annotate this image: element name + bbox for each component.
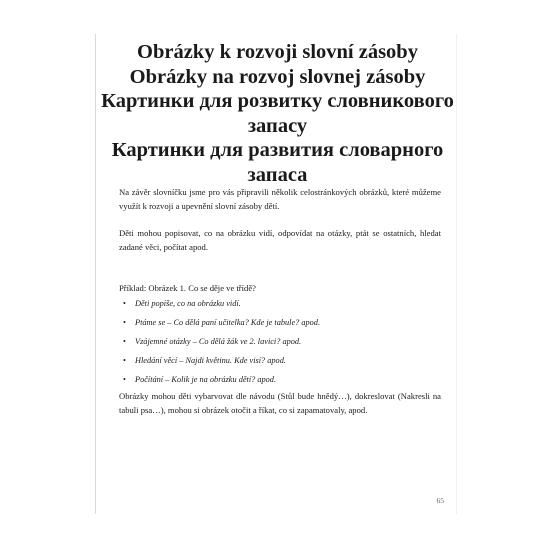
bullet: • bbox=[123, 337, 126, 346]
title-line-russian-1: Картинки для развития словарного bbox=[111, 139, 444, 161]
list-item bbox=[123, 336, 443, 355]
bullet: • bbox=[123, 299, 126, 308]
list-item-text: Děti popíše, co na obrázku vidí. bbox=[135, 299, 241, 308]
list-item bbox=[123, 317, 443, 336]
list-item bbox=[123, 355, 443, 374]
bullet: • bbox=[123, 356, 126, 365]
title-line-czech: Obrázky k rozvoji slovní zásoby bbox=[137, 41, 418, 63]
page-title bbox=[100, 40, 455, 187]
list-item-text: Hledání věcí – Najdi květinu. Kde visí? apod. bbox=[135, 356, 286, 365]
bullet: • bbox=[123, 375, 126, 384]
bullet: • bbox=[123, 318, 126, 327]
list-item-text: Ptáme se – Co dělá paní učitelka? Kde je tabule? apod. bbox=[135, 318, 321, 327]
title-line-slovak: Obrázky na rozvoj slovnej zásoby bbox=[129, 65, 426, 88]
list-item bbox=[123, 298, 443, 317]
describe-paragraph: Děti mohou popisovat, co na obrázku vidí, odpovídat na otázky, ptát se ostatních, hledat zadané věci, počítat apod. bbox=[119, 228, 441, 252]
title-line-russian-2: запаса bbox=[247, 163, 308, 186]
intro-paragraph: Na závěr slovníčku jsme pro vás připravili několik celostránkových obrázků, které můžeme využít k rozvoji a upevnění slovní zásoby dětí. bbox=[119, 187, 441, 211]
title-line-ukrainian-2: запасу bbox=[247, 114, 308, 137]
list-item-text: Počítání – Kolik je na obrázku dětí? apod. bbox=[135, 375, 277, 384]
closing-paragraph: Obrázky mohou děti vybarvovat dle návodu (Stůl bude hnědý…), dokreslovat (Nakresli na tabuli psa…), mohou si obrázek otočit a říkat, co si zapamatovaly, apod. bbox=[119, 391, 441, 415]
page-edge-shadow bbox=[456, 34, 457, 514]
title-line-ukrainian-1: Картинки для розвитку словникового bbox=[101, 90, 454, 112]
example-label: Příklad: Obrázek 1. Co se děje ve třídě? bbox=[119, 283, 256, 293]
list-item-text: Vzájemné otázky – Co dělá žák ve 2. lavici? apod. bbox=[135, 337, 302, 346]
page-number: 65 bbox=[436, 496, 444, 505]
example-list bbox=[123, 298, 443, 393]
page-fold-shadow bbox=[95, 34, 96, 514]
